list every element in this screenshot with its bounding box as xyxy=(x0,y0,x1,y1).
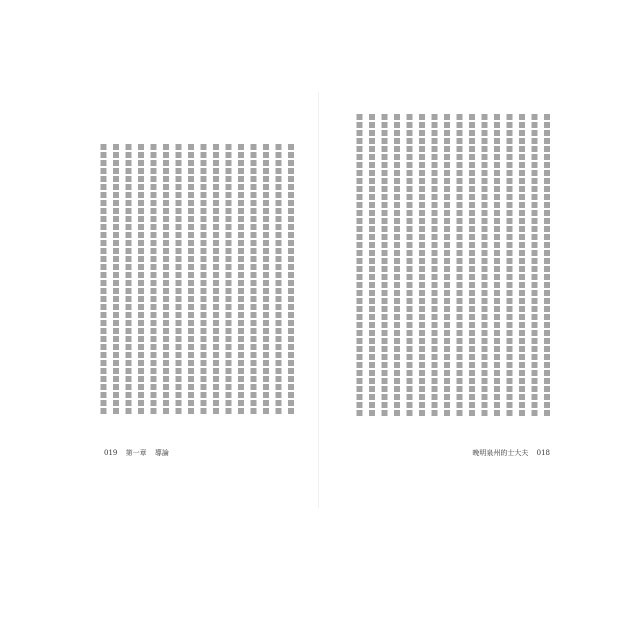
page-footer xyxy=(104,448,169,458)
page-number: 018 xyxy=(536,449,550,457)
right-page xyxy=(322,92,574,508)
page-footer xyxy=(472,448,550,458)
body-text-block xyxy=(352,114,550,416)
chapter-label: 第一章 xyxy=(125,449,147,457)
body-text-block xyxy=(96,144,294,416)
book-spread xyxy=(66,92,574,508)
section-label: 導論 xyxy=(154,449,169,457)
page-number: 019 xyxy=(104,449,118,457)
running-head: 晚明泉州的士大夫 xyxy=(472,449,529,457)
left-page xyxy=(66,92,319,508)
